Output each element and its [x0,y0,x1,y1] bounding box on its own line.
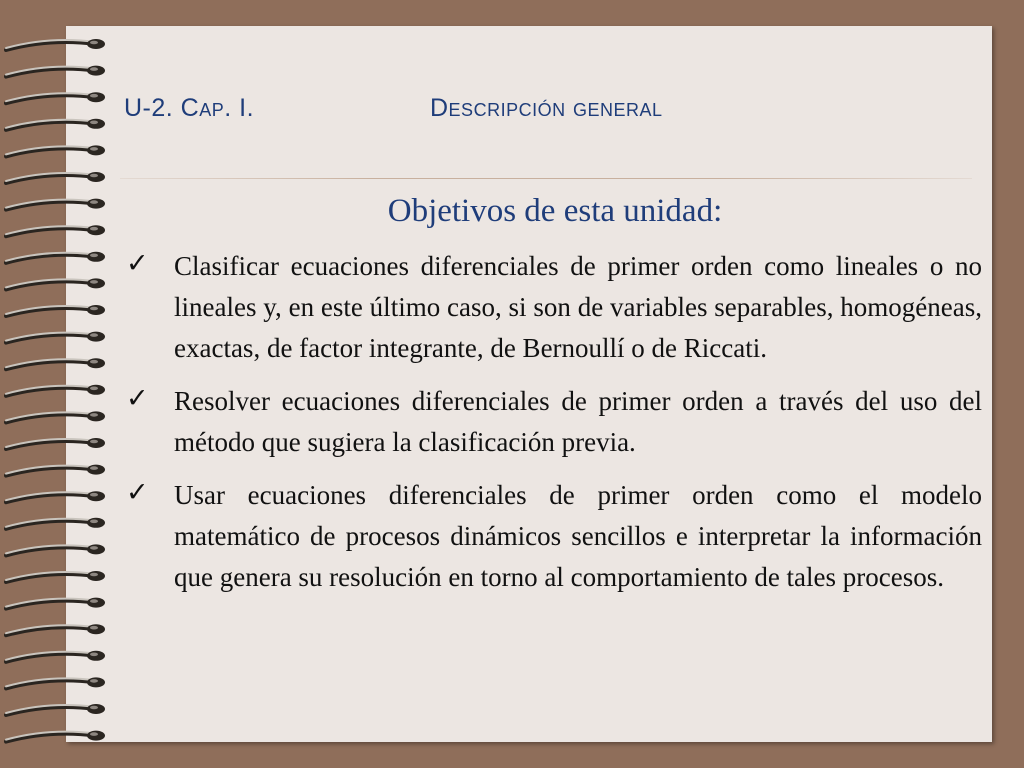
spiral-ring-icon [6,39,105,50]
objective-text: Resolver ecuaciones diferenciales de primer orden a través del uso del método que sugiera la clasificación previa. [174,386,982,457]
spiral-ring-icon [6,704,105,715]
objective-item [120,381,982,463]
spiral-ring-icon [6,731,105,742]
spiral-ring-icon [6,199,105,210]
checkmark-icon: ✓ [126,477,149,508]
spiral-ring-icon [6,465,105,476]
spiral-ring-icon [6,305,105,316]
objective-text: Usar ecuaciones diferenciales de primer orden como el modelo matemático de procesos dinámicos sencillos e interpretar la información que genera su resolución en torno al comportamiento de tales procesos. [174,480,982,592]
spiral-binding-icon [0,0,120,768]
unit-label: U-2. Cap. I. [124,94,255,122]
checkmark-icon: ✓ [126,248,149,279]
spiral-ring-icon [6,491,105,502]
spiral-ring-icon [6,571,105,582]
spiral-ring-icon [6,278,105,289]
spiral-ring-icon [6,252,105,263]
spiral-ring-icon [6,677,105,688]
spiral-ring-icon [6,66,105,77]
spiral-ring-icon [6,145,105,156]
spiral-ring-icon [6,385,105,396]
spiral-ring-icon [6,172,105,183]
checkmark-icon: ✓ [126,383,149,414]
objective-text: Clasificar ecuaciones diferenciales de primer orden como lineales o no lineales y, en este último caso, si son de variables separables, homogéneas, exactas, de factor integrante, de Bernoullí o de Riccati. [174,251,982,363]
spiral-ring-icon [6,332,105,343]
spiral-ring-icon [6,92,105,103]
header-divider [120,178,972,179]
objective-item [120,475,982,598]
spiral-ring-icon [6,438,105,449]
slide-title: Objetivos de esta unidad: [387,193,723,229]
section-label: Descripción general [430,94,663,122]
spiral-ring-icon [6,651,105,662]
slide-header [124,94,663,123]
spiral-ring-icon [6,624,105,635]
spiral-ring-icon [6,119,105,130]
spiral-ring-icon [6,544,105,555]
objectives-list [120,246,982,610]
spiral-ring-icon [6,598,105,609]
spiral-ring-icon [6,411,105,422]
spiral-ring-icon [6,358,105,369]
spiral-ring-icon [6,518,105,529]
objective-item [120,246,982,369]
spiral-ring-icon [6,225,105,236]
